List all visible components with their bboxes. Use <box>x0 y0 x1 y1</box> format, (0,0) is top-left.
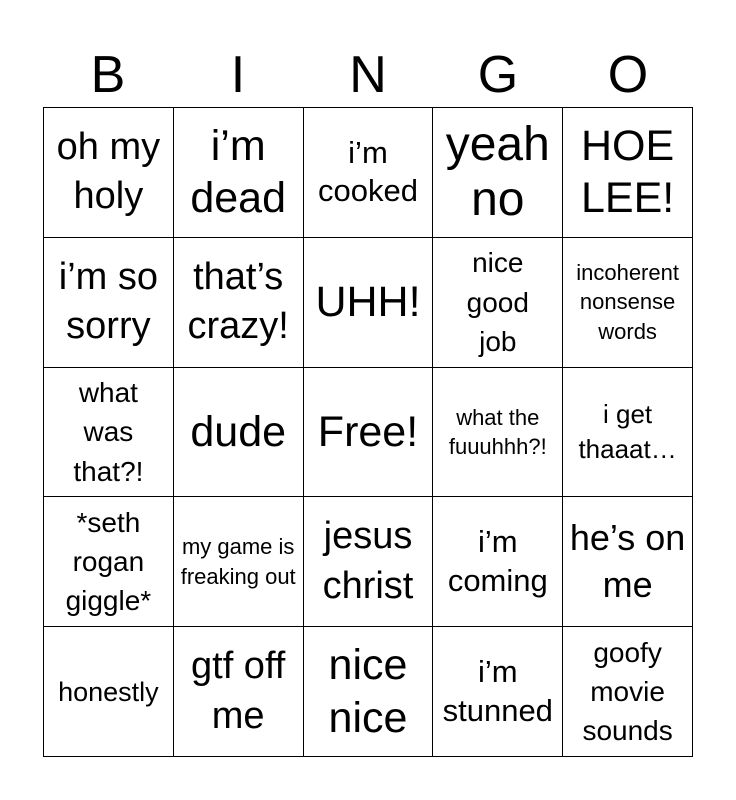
bingo-cell[interactable] <box>174 108 304 238</box>
bingo-cell[interactable] <box>433 108 563 238</box>
bingo-cell[interactable] <box>44 238 174 368</box>
cell-text: incoherent nonsense words <box>576 259 679 344</box>
cell-text: UHH! <box>315 277 421 326</box>
cell-text: i’m cooked <box>318 134 418 209</box>
bingo-header <box>43 44 693 106</box>
bingo-cell[interactable] <box>174 368 304 498</box>
cell-text: honestly <box>58 676 159 707</box>
cell-text: goofy movie sounds <box>582 636 673 747</box>
bingo-cell[interactable] <box>304 627 434 757</box>
cell-text: i get thaaat… <box>578 399 677 464</box>
cell-text: what the fuuuhhh?! <box>448 404 547 459</box>
cell-text: jesus christ <box>322 515 414 607</box>
bingo-grid <box>43 107 693 757</box>
bingo-cell[interactable] <box>44 627 174 757</box>
bingo-cell[interactable] <box>44 497 174 627</box>
bingo-cell[interactable] <box>563 108 693 238</box>
bingo-cell[interactable] <box>174 497 304 627</box>
bingo-cell[interactable] <box>174 238 304 368</box>
cell-text: *seth rogan giggle* <box>65 507 152 617</box>
cell-text: gtf off me <box>191 645 286 737</box>
header-letter-i: I <box>230 46 246 104</box>
cell-text: i’m stunned <box>442 653 553 728</box>
bingo-cell[interactable] <box>44 108 174 238</box>
free-space-cell[interactable] <box>304 368 434 498</box>
bingo-cell[interactable] <box>304 238 434 368</box>
header-letter-b: B <box>90 46 126 104</box>
header-letter-n: N <box>349 46 387 104</box>
bingo-cell[interactable] <box>174 627 304 757</box>
cell-text: oh my holy <box>56 126 161 218</box>
header-letter-g: G <box>477 46 519 104</box>
bingo-cell[interactable] <box>44 368 174 498</box>
bingo-cell[interactable] <box>304 497 434 627</box>
bingo-cell[interactable] <box>433 238 563 368</box>
bingo-cell[interactable] <box>563 627 693 757</box>
cell-text: what was that?! <box>73 377 144 487</box>
cell-text: dude <box>190 407 287 456</box>
bingo-cell[interactable] <box>433 368 563 498</box>
cell-text: that’s crazy! <box>187 255 289 348</box>
cell-text: i’m coming <box>447 524 548 598</box>
bingo-cell[interactable] <box>563 368 693 498</box>
cell-text: i’m so sorry <box>58 255 158 348</box>
cell-text: my game is freaking out <box>180 534 296 589</box>
cell-text: HOE LEE! <box>580 121 675 223</box>
cell-text: he’s on me <box>569 516 686 605</box>
cell-text: i’m dead <box>190 121 287 223</box>
cell-text: nice nice <box>328 641 408 742</box>
header-letter-o: O <box>607 46 649 104</box>
bingo-cell[interactable] <box>563 497 693 627</box>
bingo-cell[interactable] <box>433 497 563 627</box>
bingo-cell[interactable] <box>433 627 563 757</box>
bingo-cell[interactable] <box>563 238 693 368</box>
cell-text: nice good job <box>466 247 529 357</box>
free-space-text: Free! <box>317 407 419 456</box>
cell-text: yeah no <box>445 117 550 227</box>
bingo-cell[interactable] <box>304 108 434 238</box>
